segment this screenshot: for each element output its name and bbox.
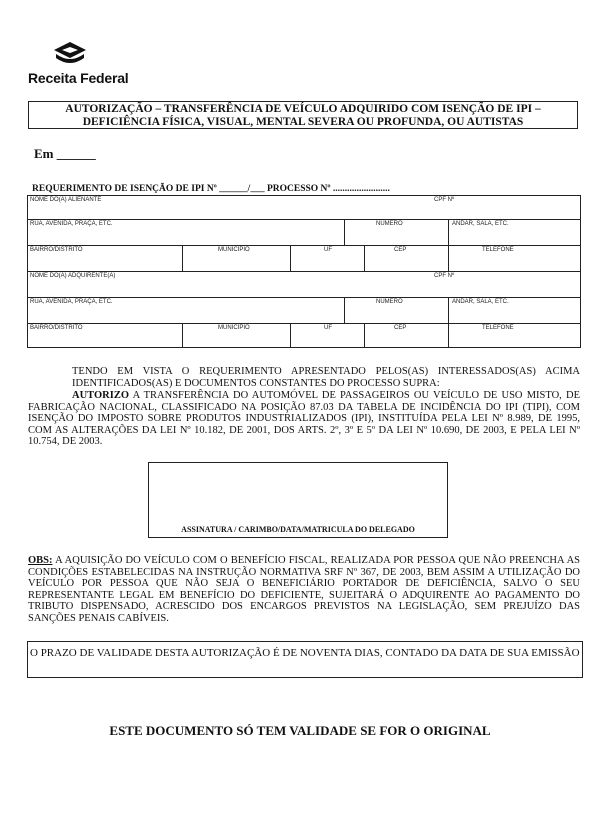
title-line-1: AUTORIZAÇÃO – TRANSFERÊNCIA DE VEÍCULO ADQUIRIDO COM ISENÇÃO DE IPI – xyxy=(65,103,541,115)
signature-box xyxy=(148,462,448,538)
receita-federal-logo xyxy=(28,40,138,90)
label-municipio-adquirente: MUNICÍPIO xyxy=(218,325,250,331)
label-rua-adquirente: RUA, AVENIDA, PRAÇA, ETC. xyxy=(30,299,113,305)
label-telefone-adquirente: TELEFONE xyxy=(482,325,514,331)
label-cpf-adquirente: CPF Nº xyxy=(434,273,455,279)
authorization-text: A TRANSFERÊNCIA DO AUTOMÓVEL DE PASSAGEIROS OU VEÍCULO DE USO MISTO, DE FABRICAÇÃO NACIONAL, CLASSIFICADO NA POSIÇÃO 87.03 DA TABELA DE INCIDÊNCIA DO IPI (TIPI), COM ISENÇÃO DO IMPOSTO SOBRE PRODUTOS INDUSTRIALIZADOS (IPI), INSTITUÍDA PELA LEI Nº 8.989, DE 1995, COM AS ALTERAÇÕES DA LEI Nº 10.182, DE 2001, DOS ARTS. 2º, 3º E 5º DA LEI Nº 10.690, DE 2003, E PELA LEI Nº 10.754, DE 2003. xyxy=(28,390,580,448)
label-uf-adquirente: UF xyxy=(324,325,332,331)
label-municipio-alienante: MUNICÍPIO xyxy=(218,247,250,253)
label-andar-alienante: ANDAR, SALA, ETC. xyxy=(452,221,509,227)
receita-federal-emblem-icon xyxy=(50,40,90,68)
logo-text: Receita Federal xyxy=(28,70,129,86)
parties-form xyxy=(27,195,581,348)
label-numero-adquirente: NÚMERO xyxy=(376,299,403,305)
label-rua-alienante: RUA, AVENIDA, PRAÇA, ETC. xyxy=(30,221,113,227)
observation-paragraph xyxy=(28,555,580,625)
paragraph-intro: TENDO EM VISTA O REQUERIMENTO APRESENTADO PELOS(AS) INTERESSADOS(AS) ACIMA IDENTIFICADOS(AS) E DOCUMENTOS CONSTANTES DO PROCESSO SUPRA: xyxy=(72,366,580,389)
footer-notice: ESTE DOCUMENTO SÓ TEM VALIDADE SE FOR O ORIGINAL xyxy=(109,723,491,738)
authorize-keyword: AUTORIZO xyxy=(72,390,129,401)
label-nome-alienante: NOME DO(A) ALIENANTE xyxy=(30,197,102,203)
signature-label: ASSINATURA / CARIMBO/DATA/MATRICULA DO DELEGADO xyxy=(181,525,415,534)
label-telefone-alienante: TELEFONE xyxy=(482,247,514,253)
label-bairro-adquirente: BAIRRO/DISTRITO xyxy=(30,325,83,331)
request-number-line: REQUERIMENTO DE ISENÇÃO DE IPI Nº ______/___ PROCESSO Nº ........................ xyxy=(32,184,390,194)
label-andar-adquirente: ANDAR, SALA, ETC. xyxy=(452,299,509,305)
label-cpf-alienante: CPF Nº xyxy=(434,197,455,203)
label-cep-alienante: CEP xyxy=(394,247,407,253)
obs-text: A AQUISIÇÃO DO VEÍCULO COM O BENEFÍCIO FISCAL, REALIZADA POR PESSOA QUE NÃO PREENCHA AS CONDIÇÕES ESTABELECIDAS NA INSTRUÇÃO NORMATIVA SRF Nº 367, DE 2003, BEM ASSIM A UTILIZAÇÃO DO VEÍCULO POR PESSOA QUE NÃO SEJA O BENEFICIÁRIO PORTADOR DE DEFICIÊNCIA, SALVO O SEU REPRESENTANTE LEGAL EM BENEFÍCIO DO DEFICIENTE, SUJEITARÁ O ADQUIRENTE AO PAGAMENTO DO TRIBUTO DISPENSADO, ACRESCIDO DOS ENCARGOS PREVISTOS NA LEGISLAÇÃO, SEM PREJUÍZO DAS SANÇÕES PENAIS CABÍVEIS. xyxy=(28,555,580,624)
validity-notice: O PRAZO DE VALIDADE DESTA AUTORIZAÇÃO É DE NOVENTA DIAS, CONTADO DA DATA DE SUA EMISSÃO xyxy=(27,641,583,678)
paragraph-authorization xyxy=(28,390,580,448)
label-uf-alienante: UF xyxy=(324,247,332,253)
obs-label: OBS: xyxy=(28,555,53,566)
place-date-line: Em ______ xyxy=(34,146,96,161)
label-cep-adquirente: CEP xyxy=(394,325,407,331)
document-title xyxy=(28,101,578,129)
label-numero-alienante: NÚMERO xyxy=(376,221,403,227)
title-line-2: DEFICIÊNCIA FÍSICA, VISUAL, MENTAL SEVERA OU PROFUNDA, OU AUTISTAS xyxy=(82,116,524,128)
label-bairro-alienante: BAIRRO/DISTRITO xyxy=(30,247,83,253)
label-nome-adquirente: NOME DO(A) ADQUIRENTE(A) xyxy=(30,273,116,279)
